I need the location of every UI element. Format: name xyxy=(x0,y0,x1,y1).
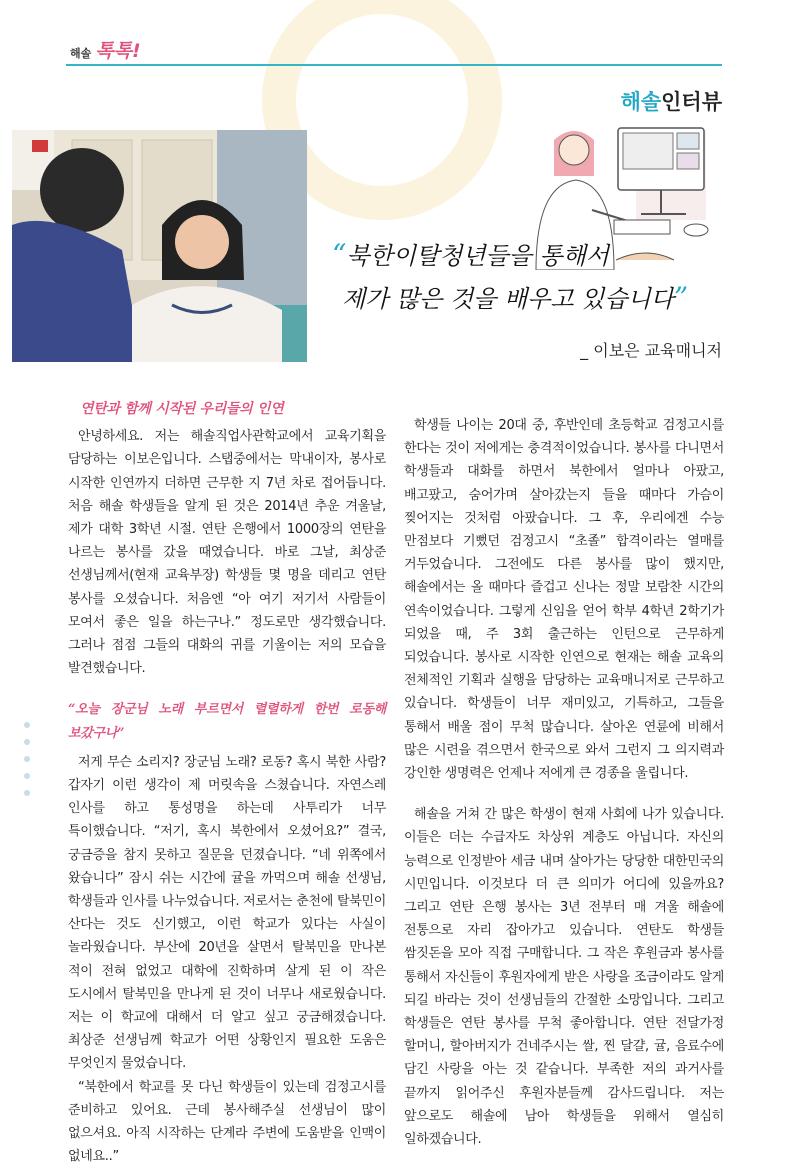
dot xyxy=(24,790,30,796)
headline-line-1 xyxy=(332,234,772,277)
subheading-2: “오늘 장군님 노래 부르면서 렬렬하게 한번 로동해 보갔구나” xyxy=(68,702,386,741)
headline-line-2 xyxy=(332,277,772,320)
dot xyxy=(24,773,30,779)
paragraph: 학생들 나이는 20대 중, 후반인데 초등학교 검정고시를 한다는 것이 저에게는 충격적이었습니다. 봉사를 다니면서 학생들과 대화를 하면서 북한에서 얼마나 아팠고, 배고팠고, 숨어가며 살아갔는지 들을 때마다 가슴이 찢어지는 것처럼 아팠습니다. 그 후, 우리에겐 수능 만점보다 기뻤던 검정고시 “초졸” 합격이라는 열매를 거두었습니다. 그전에도 다른 봉사를 많이 했지만, 해솔에서는 올 때마다 즐겁고 신나는 정말 보람찬 시간의 연속이었습니다. 그렇게 신임을 얻어 학부 4학년 2학기가 되었을 때, 주 3회 출근하는 인턴으로 근무하게 되었습니다. 봉사로 시작한 인연으로 현재는 해솔 교육의 전체적인 기획과 실행을 담당하는 교육매니저로 근무하고 있습니다. 학생들이 너무 재미있고, 기특하고, 그들을 통해서 배울 점이 무척 많습니다. 살아온 연륜에 비해서 많은 시련을 겪으면서 한국으로 와서 그런지 그 의지력과 강인한 생명력은 언제나 저에게 큰 경종을 울립니다. xyxy=(404,418,724,782)
paragraph: 해솔을 거쳐 간 많은 학생이 현재 사회에 나가 있습니다. 이들은 더는 수급자도 차상위 계층도 아닙니다. 자신의 능력으로 인정받아 세금 내며 살아가는 당당한 대한민국의 시민입니다. 이것보다 더 큰 의미가 어디에 있을까요? 그리고 연탄 은행 봉사는 3년 전부터 매 겨울 해솔에 전통으로 자리 잡아가고 있습니다. 연탄도 학생들 쌈짓돈을 모아 직접 구매합니다. 그 작은 후원금과 봉사를 통해서 자신들이 후원자에게 받은 사랑을 조금이라도 알게 되길 바라는 것이 선생님들의 간절한 소망입니다. 그리고 학생들은 연탄 봉사를 무척 좋아합니다. 연탄 전달가정 할머니, 할아버지가 건네주시는 쌀, 찐 달걀, 귤, 음료수에 담긴 사랑을 아는 것 같습니다. 부족한 저의 과거사를 끝까지 읽어주신 후원자분들께 감사드립니다. 저는 앞으로도 해솔에 남아 학생들을 위해서 열심히 일하겠습니다. xyxy=(404,807,724,1148)
paragraph: 저게 무슨 소리지? 장군님 노래? 로동? 혹시 북한 사람? 갑자기 이런 생각이 제 머릿속을 스쳤습니다. 자연스레 인사를 하고 통성명을 하는데 사투리가 너무 특이했습니다. “저기, 혹시 북한에서 오셨어요?” 결국, 궁금증을 참지 못하고 질문을 던졌습니다. “네 위쪽에서 왔습니다” 잠시 쉬는 시간에 귤을 까먹으며 해솔 선생님, 학생들과 인사를 나누었습니다. 저로서는 춘천에 탈북민이 산다는 것도 신기했고, 이런 학교가 있다는 사실이 놀라웠습니다. 부산에 20년을 살면서 탈북민을 만나본 적이 전혀 없었고 대학에 진학하며 살게 된 이 작은 도시에서 탈북민을 만나게 된 것이 너무나 새로웠습니다. 저는 이 학교에 대해서 더 알고 싶고 궁금해졌습니다. 최상준 선생님께 학교가 어떤 상황인지 필요한 도움은 무엇인지 물었습니다. xyxy=(68,754,386,1072)
section-label-accent: 해솔 xyxy=(620,90,662,114)
brand-title: 톡톡! xyxy=(95,40,141,62)
brand-prefix: 해솔 xyxy=(70,47,92,60)
subheading-1: 연탄과 함께 시작된 우리들의 인연 xyxy=(80,401,284,417)
open-quote-mark: “ xyxy=(332,238,347,271)
interview-photo xyxy=(12,130,307,362)
close-quote-mark: ” xyxy=(673,281,689,314)
paragraph: 안녕하세요. 저는 해솔직업사관학교에서 교육기획을 담당하는 이보은입니다. 스탭중에서는 막내이자, 봉사로 시작한 인연까지 더하면 근무한 지 7년 차로 접어듭니다. 처음 해솔 학생들을 알게 된 것은 2014년 추운 겨울날, 제가 대학 3학년 시절. 연탄 은행에서 1000장의 연탄을 나르는 봉사를 갔을 때였습니다. 바로 그날, 최상준 선생님께서(현재 교육부장) 학생들 몇 명을 데리고 연탄 봉사를 오셨습니다. 처음엔 “아 여기 저기서 사람들이 모여서 좋은 일을 하는구나.” 정도로만 생각했습니다. 그러나 점점 그들의 대화의 귀를 기울이는 저의 모습을 발견했습니다. xyxy=(68,429,386,677)
dot xyxy=(24,756,30,762)
headline-quote xyxy=(332,234,772,320)
byline: _ 이보은 교육매니저 xyxy=(580,341,722,360)
interview-photo-art xyxy=(12,130,307,362)
newsletter-brand xyxy=(70,36,141,63)
dot xyxy=(24,722,30,728)
header-rule xyxy=(66,64,722,66)
paragraph: “북한에서 학교를 못 다닌 학생들이 있는데 검정고시를 준비하고 있어요. 근데 봉사해주실 선생님이 많이 없으셔요. 아직 시작하는 단계라 주변에 도움받을 인맥이 없네요..” xyxy=(68,1079,386,1165)
right-column xyxy=(404,414,724,1151)
headline-text-1: 북한이탈청년들을 통해서 xyxy=(346,242,609,270)
decorative-dots xyxy=(24,722,34,807)
left-column xyxy=(68,398,386,1169)
headline-text-2: 제가 많은 것을 배우고 있습니다 xyxy=(342,285,674,313)
section-label-rest: 인터뷰 xyxy=(661,90,722,114)
dot xyxy=(24,739,30,745)
